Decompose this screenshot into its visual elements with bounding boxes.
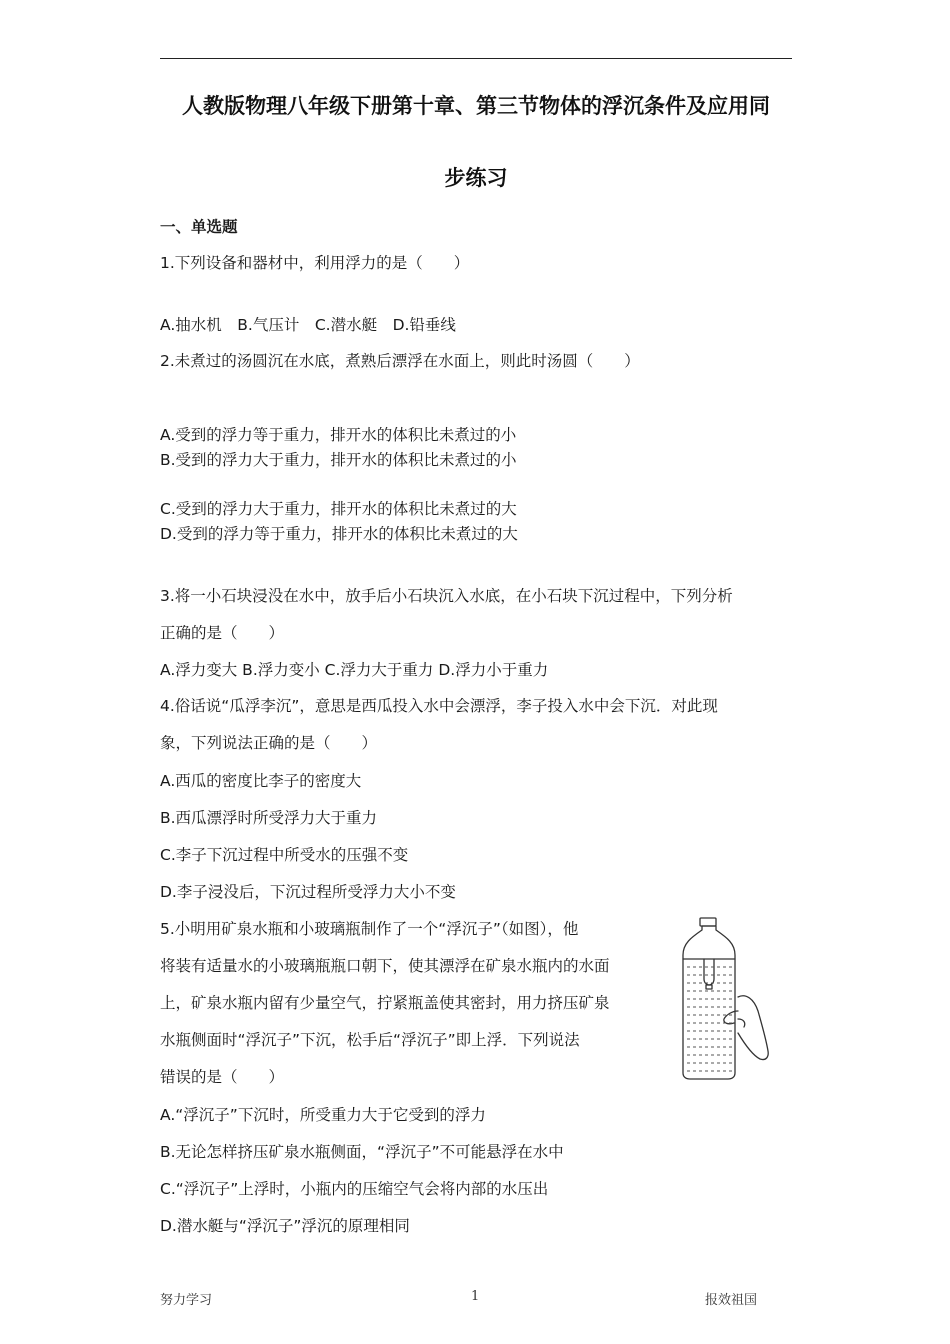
footer-right-text: 报效祖国: [705, 1293, 758, 1308]
question-4-stem-line-1: 4.俗话说“瓜浮李沉”，意思是西瓜投入水中会漂浮，李子投入水中会下沉．对此现: [160, 697, 718, 715]
question-2-option-b: B.受到的浮力大于重力，排开水的体积比未煮过的小: [160, 451, 517, 469]
footer-left-text: 努力学习: [160, 1293, 213, 1308]
question-3-stem-line-2: 正确的是（ ）: [160, 624, 285, 642]
question-4-option-c: C.李子下沉过程中所受水的压强不变: [160, 846, 409, 864]
diver-vial-mouth: [706, 985, 712, 989]
question-4-option-b: B.西瓜漂浮时所受浮力大于重力: [160, 809, 378, 827]
diver-vial: [704, 959, 714, 985]
question-5-stem-line-2: 将装有适量水的小玻璃瓶瓶口朝下，使其漂浮在矿泉水瓶内的水面: [160, 957, 610, 975]
document-title-line-2: 步练习: [444, 166, 508, 190]
question-2-option-c: C.受到的浮力大于重力，排开水的体积比未煮过的大: [160, 500, 517, 518]
page-number: 1: [471, 1289, 480, 1304]
hand-outline: [738, 996, 768, 1060]
thumb-outline: [724, 1011, 738, 1024]
question-2-stem: 2.未煮过的汤圆沉在水底，煮熟后漂浮在水面上，则此时汤圆（ ）: [160, 352, 640, 370]
question-1-stem: 1.下列设备和器材中，利用浮力的是（ ）: [160, 254, 470, 272]
question-5-option-d: D.潜水艇与“浮沉子”浮沉的原理相同: [160, 1217, 410, 1235]
question-2-option-a: A.受到的浮力等于重力，排开水的体积比未煮过的小: [160, 426, 517, 444]
question-3-options: A.浮力变大 B.浮力变小 C.浮力大于重力 D.浮力小于重力: [160, 661, 549, 679]
question-4-stem-line-2: 象，下列说法正确的是（ ）: [160, 734, 378, 752]
question-5-option-b: B.无论怎样挤压矿泉水瓶侧面，“浮沉子”不可能悬浮在水中: [160, 1143, 564, 1161]
document-title-line-1: 人教版物理八年级下册第十章、第三节物体的浮沉条件及应用同: [182, 94, 770, 118]
question-1-options: A.抽水机 B.气压计 C.潜水艇 D.铅垂线: [160, 316, 456, 334]
question-5-option-a: A.“浮沉子”下沉时，所受重力大于它受到的浮力: [160, 1106, 486, 1124]
bottle-cap: [700, 918, 716, 926]
question-2-option-d: D.受到的浮力等于重力，排开水的体积比未煮过的大: [160, 525, 518, 543]
cartesian-diver-figure: [674, 915, 774, 1085]
question-5-stem-line-1: 5.小明用矿泉水瓶和小玻璃瓶制作了一个“浮沉子”（如图），他: [160, 920, 579, 938]
question-5-stem-line-5: 错误的是（ ）: [160, 1068, 285, 1086]
question-4-option-a: A.西瓜的密度比李子的密度大: [160, 772, 362, 790]
section-heading: 一、单选题: [160, 218, 238, 236]
question-3-stem-line-1: 3.将一小石块浸没在水中，放手后小石块沉入水底，在小石块下沉过程中，下列分析: [160, 587, 733, 605]
question-5-option-c: C.“浮沉子”上浮时，小瓶内的压缩空气会将内部的水压出: [160, 1180, 549, 1198]
bottle-outline: [683, 926, 735, 1079]
question-5-stem-line-4: 水瓶侧面时“浮沉子”下沉，松手后“浮沉子”即上浮．下列说法: [160, 1031, 580, 1049]
question-5-stem-line-3: 上，矿泉水瓶内留有少量空气，拧紧瓶盖使其密封，用力挤压矿泉: [160, 994, 610, 1012]
header-rule: [160, 58, 792, 59]
question-4-option-d: D.李子浸没后，下沉过程所受浮力大小不变: [160, 883, 456, 901]
